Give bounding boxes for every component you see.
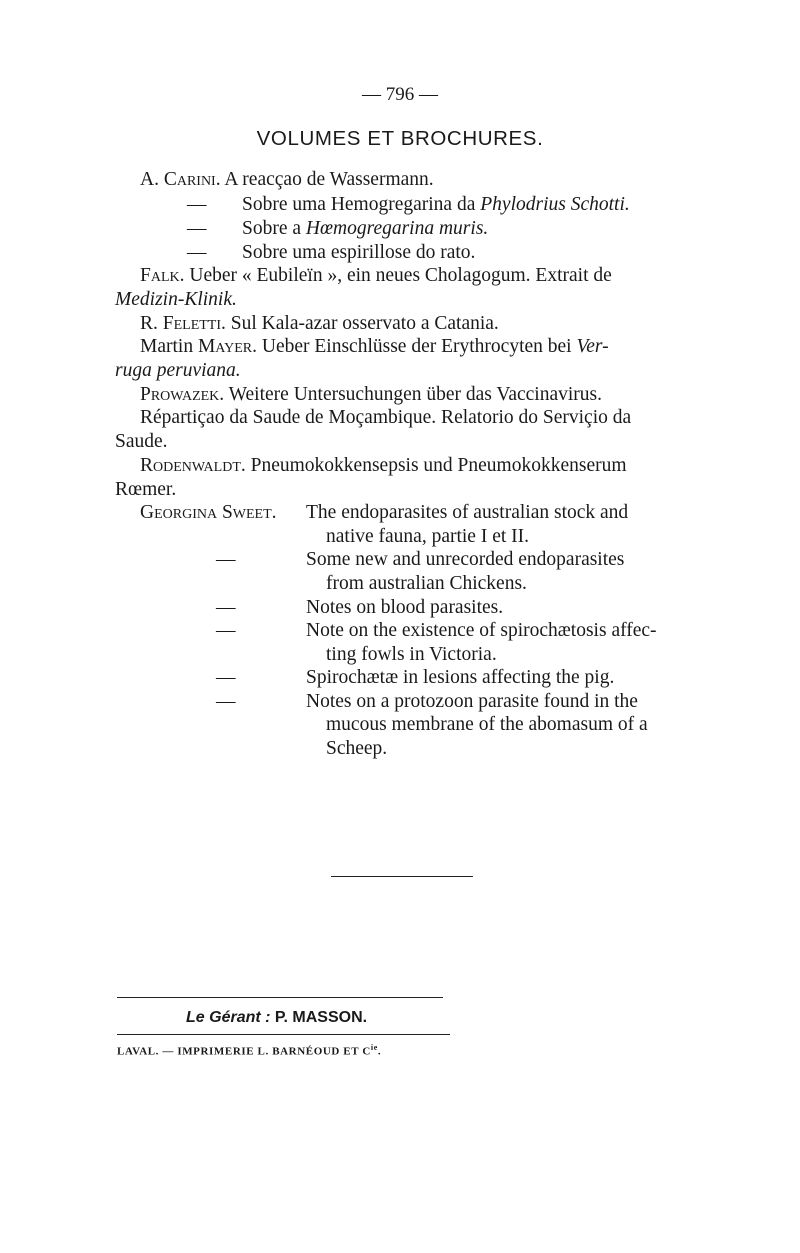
entry-title-italic: Phylodrius Schotti. (480, 194, 630, 215)
ditto-dash: — (187, 194, 207, 215)
entry-title: Ueber Einschlüsse der Erythrocyten bei (257, 336, 577, 357)
gerant-line (186, 1009, 367, 1027)
sweet-work-4b: ting fowls in Victoria. (326, 644, 497, 665)
sweet-work-3: Notes on blood parasites. (306, 597, 504, 618)
entry-feletti (140, 312, 499, 335)
sweet-work-5: Spirochætæ in lesions affecting the pig. (306, 667, 615, 688)
entry-carini-1 (140, 168, 434, 191)
footer-rule-bottom (117, 1034, 450, 1035)
sweet-work-6c: Scheep. (326, 738, 388, 759)
gerant-name: P. MASSON. (270, 1009, 368, 1026)
entry-carini-4: Sobre uma espirillose do rato. (242, 242, 476, 263)
page-title: VOLUMES ET BROCHURES. (256, 127, 544, 150)
printer-text: LAVAL. — IMPRIMERIE L. BARNÉOUD ET C (117, 1045, 371, 1058)
entry-title: Sobre uma Hemogregarina da (242, 194, 481, 215)
printer-line (117, 1043, 381, 1058)
entry-mayer-2: ruga peruviana. (115, 360, 241, 381)
sweet-work-2b: from australian Chickens. (326, 573, 527, 594)
entry-title: A reacçao de Wassermann. (224, 169, 434, 190)
sweet-work-6a: Notes on a protozoon parasite found in the (306, 691, 638, 712)
footer-rule-top (117, 997, 443, 998)
entry-prowazek (140, 383, 602, 406)
author-name: Mayer. (197, 336, 257, 357)
ditto-dash: — (216, 667, 236, 688)
sweet-work-6b: mucous membrane of the abomasum of a (326, 714, 648, 735)
sweet-work-1b: native fauna, partie I et II. (326, 526, 530, 547)
ditto-dash: — (187, 242, 207, 263)
entry-falk-1 (140, 264, 612, 287)
entry-carini-2 (242, 193, 630, 216)
entry-rodenwaldt-2: Rœmer. (115, 479, 177, 500)
entry-mozambique-2: Saude. (115, 431, 168, 452)
printer-end: . (377, 1045, 382, 1058)
author-name: Rodenwaldt. (140, 455, 246, 476)
ditto-dash: — (216, 691, 236, 712)
entry-mozambique-1: Répartiçao da Saude de Moçambique. Relatorio do Serviçio da (140, 407, 632, 428)
printer-sup: ie (370, 1043, 378, 1052)
author-name: Georgina Sweet. (140, 502, 277, 523)
section-divider (331, 876, 473, 877)
author-name: R. Feletti. (140, 313, 226, 334)
author-name: Falk. (140, 265, 185, 286)
entry-title: Sobre a (242, 218, 306, 239)
entry-carini-3 (242, 217, 488, 240)
author-first-name: Martin (140, 336, 198, 357)
sweet-work-1a: The endoparasites of australian stock and (306, 502, 629, 523)
author-name: Prowazek. (140, 384, 225, 405)
ditto-dash: — (216, 620, 236, 641)
entry-sweet-author (140, 501, 277, 524)
sweet-work-2a: Some new and unrecorded endoparasites (306, 549, 625, 570)
entry-title: Ueber « Eubileïn », ein neues Cholagogum. Extrait de (184, 265, 612, 286)
entry-title: Sul Kala-azar osservato a Catania. (225, 313, 499, 334)
ditto-dash: — (216, 597, 236, 618)
entry-mayer-1 (140, 335, 609, 358)
entry-title: Weitere Untersuchungen über das Vaccinavirus. (224, 384, 602, 405)
entry-title: Pneumokokkensepsis und Pneumokokkenserum (245, 455, 627, 476)
ditto-dash: — (216, 549, 236, 570)
sweet-work-4a: Note on the existence of spirochætosis affec- (306, 620, 657, 641)
entry-title-italic: Hœmogregarina muris. (305, 218, 489, 239)
page-number: — 796 — (362, 84, 438, 105)
ditto-dash: — (187, 218, 207, 239)
entry-falk-2: Medizin-Klinik. (115, 289, 237, 310)
gerant-label: Le Gérant : (186, 1009, 271, 1026)
entry-rodenwaldt-1 (140, 454, 627, 477)
entry-title-italic: Ver- (576, 336, 609, 357)
author-name: A. Carini. (140, 169, 221, 190)
